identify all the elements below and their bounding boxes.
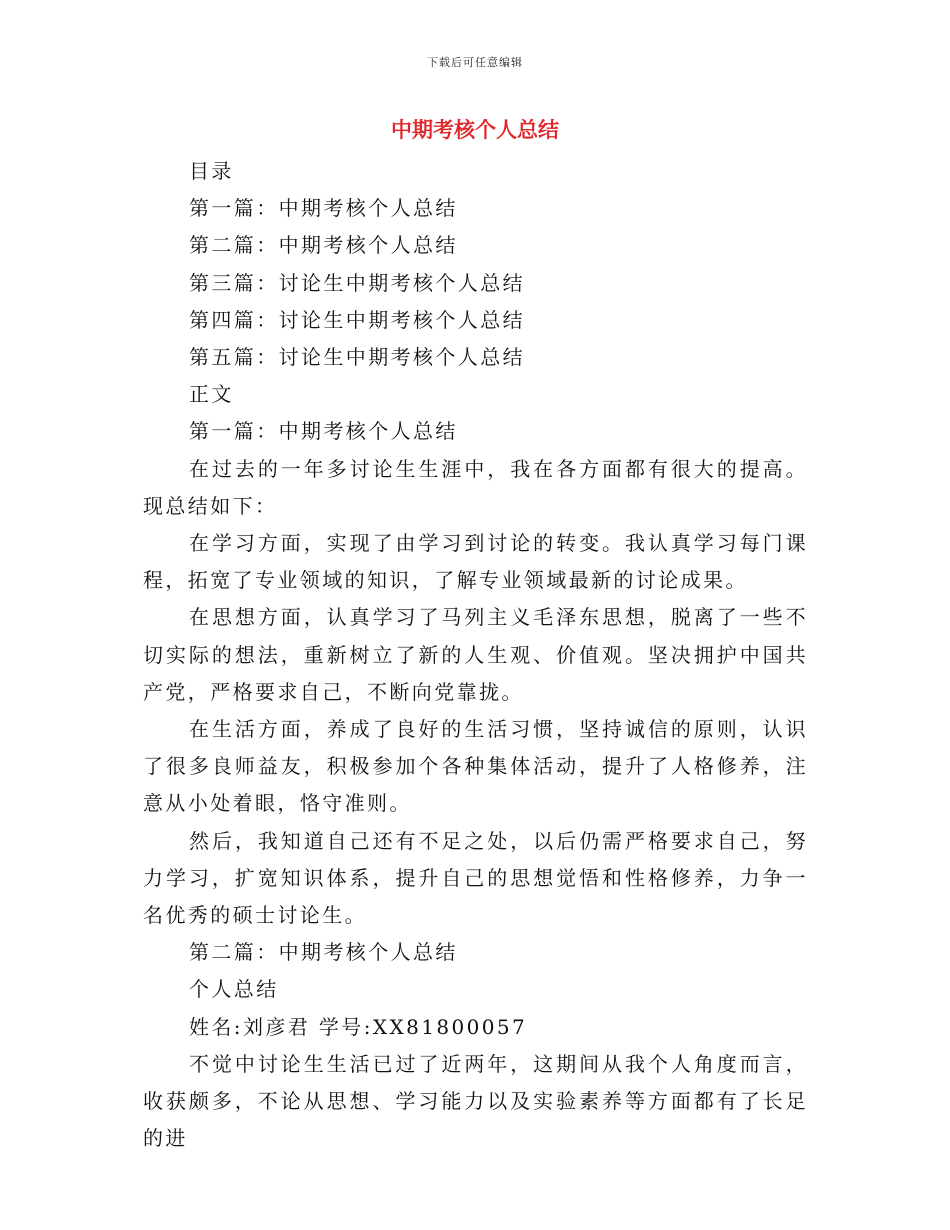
toc-heading: 目录	[189, 159, 234, 183]
page-header: 下载后可任意编辑	[427, 56, 523, 69]
article-title: 第二篇：中期考核个人总结	[189, 940, 458, 965]
toc-item: 第四篇：讨论生中期考核个人总结	[189, 307, 525, 332]
document-body	[143, 153, 808, 1157]
toc-item: 第二篇：中期考核个人总结	[189, 233, 458, 258]
article-title: 第一篇：中期考核个人总结	[189, 419, 458, 444]
paragraph: 在生活方面，养成了良好的生活习惯，坚持诚信的原则，认识了很多良师益友，积极参加个各种集体活动，提升了人格修养，注意从小处着眼，恪守准则。	[143, 717, 808, 816]
author-info: 姓名:刘彦君 学号:XX81800057	[189, 1014, 528, 1039]
toc-item: 第一篇：中期考核个人总结	[189, 196, 458, 221]
toc-item: 第三篇：讨论生中期考核个人总结	[189, 270, 525, 295]
paragraph: 在思想方面，认真学习了马列主义毛泽东思想，脱离了一些不切实际的想法，重新树立了新的人生观、价值观。坚决拥护中国共产党，严格要求自己，不断向党靠拢。	[143, 605, 808, 704]
paragraph: 在学习方面，实现了由学习到讨论的转变。我认真学习每门课程，拓宽了专业领域的知识，了解专业领域最新的讨论成果。	[143, 531, 808, 593]
main-heading: 正文	[189, 382, 234, 407]
article-subtitle: 个人总结	[189, 977, 279, 1002]
paragraph: 然后，我知道自己还有不足之处，以后仍需严格要求自己，努力学习，扩宽知识体系，提升自己的思想觉悟和性格修养，力争一名优秀的硕士讨论生。	[143, 828, 808, 928]
toc-item: 第五篇：讨论生中期考核个人总结	[189, 345, 525, 370]
paragraph: 在过去的一年多讨论生生涯中，我在各方面都有很大的提高。现总结如下：	[143, 456, 808, 518]
document-title: 中期考核个人总结	[391, 118, 559, 142]
paragraph: 不觉中讨论生生活已过了近两年，这期间从我个人角度而言，收获颇多，不论从思想、学习能力以及实验素养等方面都有了长足的进	[143, 1051, 808, 1151]
